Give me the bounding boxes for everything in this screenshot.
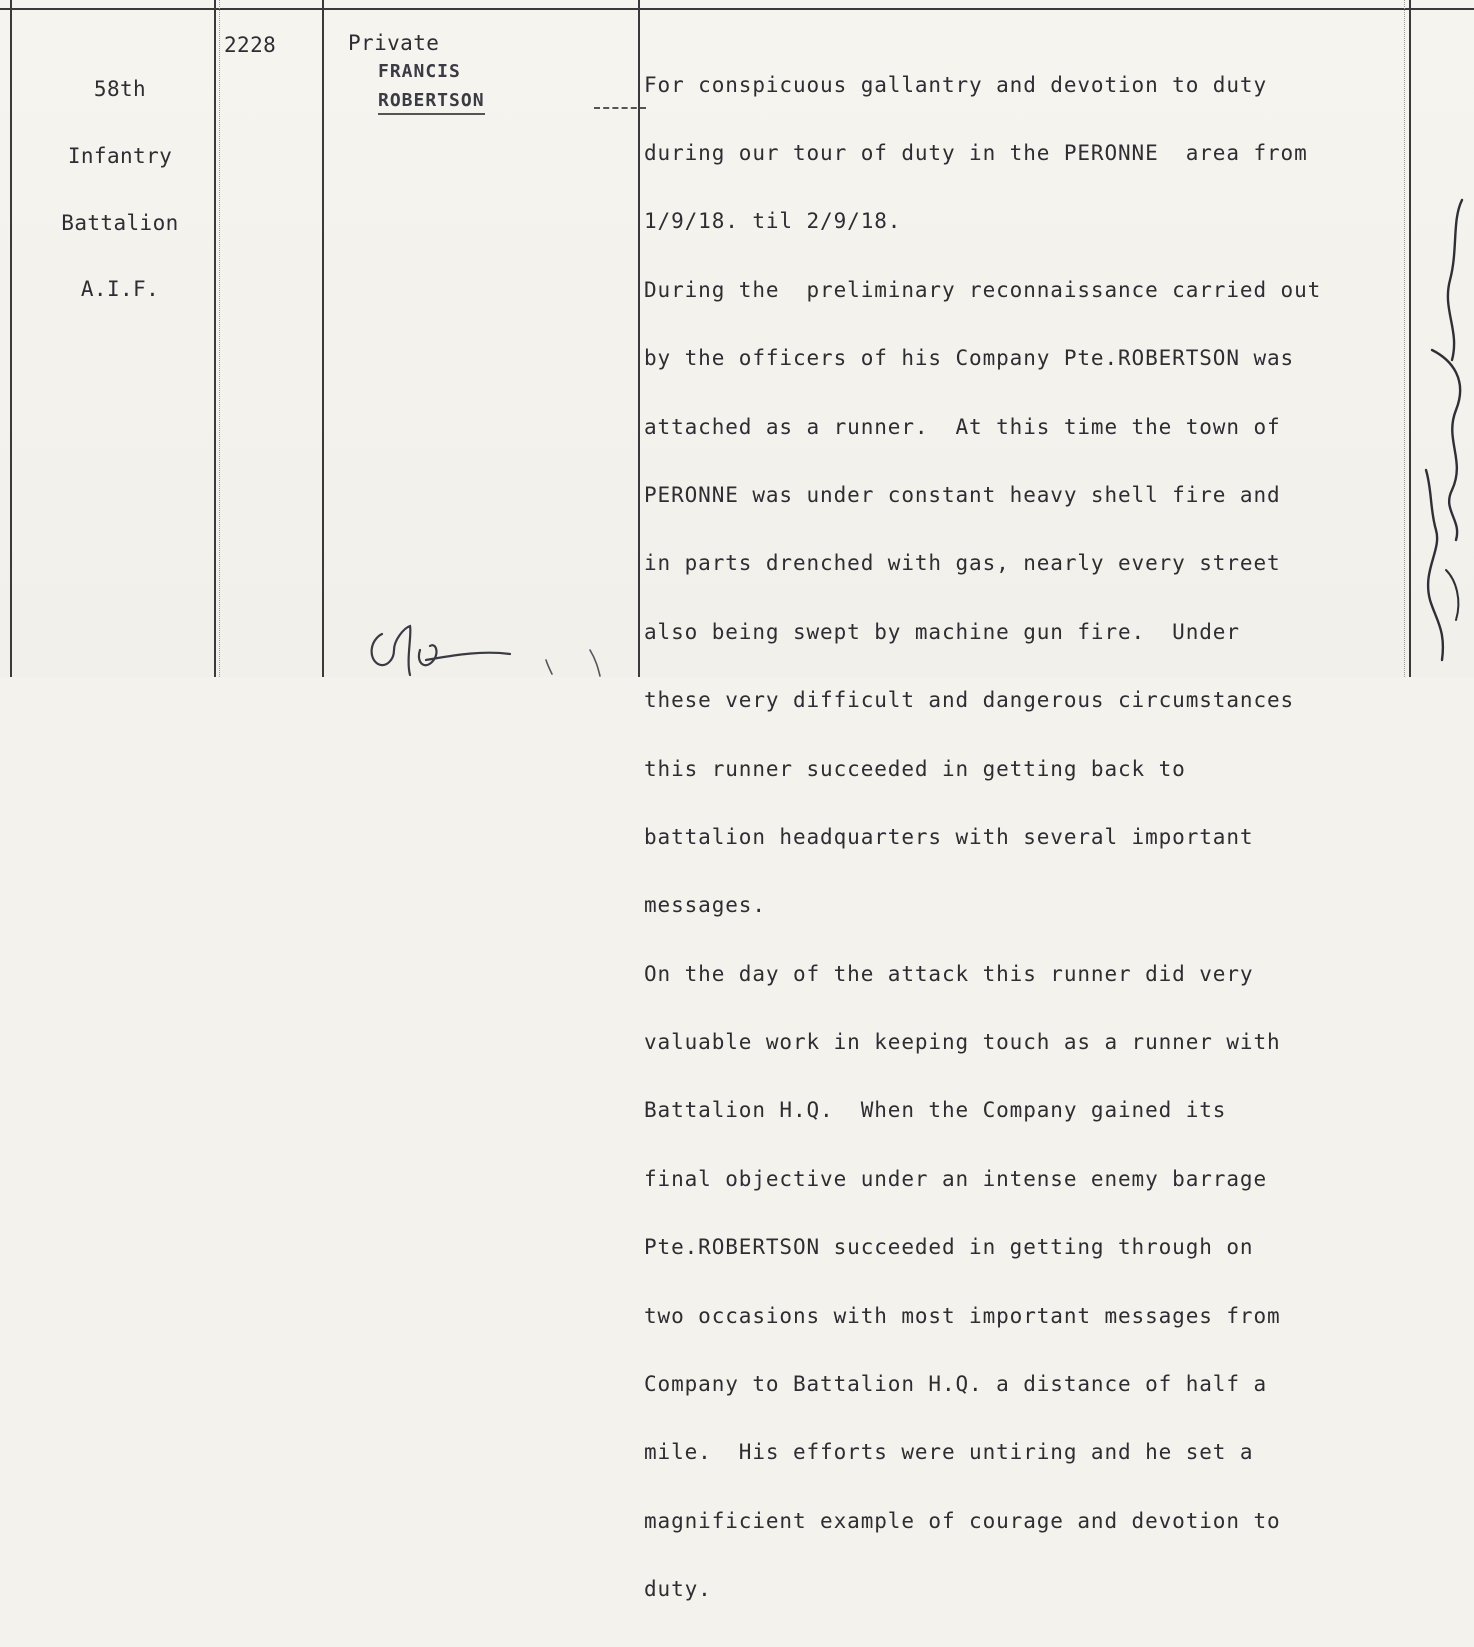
left-margin-rule: [10, 0, 12, 677]
unit-line: 58th: [93, 77, 147, 102]
last-name: ROBERTSON: [378, 90, 485, 115]
citation-narrative: [644, 28, 1321, 1647]
narrative-line: also being swept by machine gun fire. Under: [644, 619, 1240, 644]
narrative-line: During the preliminary reconnaissance carried out: [644, 277, 1322, 302]
narrative-line: during our tour of duty in the PERONNE area from: [644, 140, 1308, 165]
narrative-line: these very difficult and dangerous circumstances: [644, 688, 1295, 713]
narrative-line: in parts drenched with gas, nearly every street: [644, 551, 1281, 576]
connector-dash: [594, 107, 646, 109]
regimental-number: 2228: [224, 33, 277, 57]
narrative-line: Battalion H.Q. When the Company gained its: [644, 1098, 1227, 1123]
narrative-line: mile. His efforts were untiring and he set a: [644, 1440, 1254, 1465]
column-rule-narrative: [1409, 0, 1411, 677]
column-rule-narrative-dotted: [1404, 0, 1405, 677]
unit-line: Battalion: [61, 210, 179, 235]
top-rule: [0, 8, 1474, 10]
unit-line: A.I.F.: [80, 277, 160, 302]
narrative-line: PERONNE was under constant heavy shell fire and: [644, 482, 1281, 507]
unit-line: Infantry: [67, 144, 173, 169]
handwritten-signature: [1412, 190, 1474, 677]
narrative-line: For conspicuous gallantry and devotion to duty: [644, 72, 1267, 97]
narrative-line: magnificient example of courage and devotion to: [644, 1508, 1281, 1533]
column-rule-unit-dotted: [219, 0, 220, 677]
narrative-line: duty.: [644, 1577, 712, 1602]
narrative-line: battalion headquarters with several important: [644, 824, 1254, 849]
narrative-line: by the officers of his Company Pte.ROBERTSON was: [644, 346, 1295, 371]
narrative-line: Company to Battalion H.Q. a distance of half a: [644, 1372, 1267, 1397]
narrative-line: final objective under an intense enemy barrage: [644, 1166, 1267, 1191]
narrative-line: messages.: [644, 893, 766, 918]
narrative-line: attached as a runner. At this time the town of: [644, 414, 1281, 439]
unit-cell: [40, 34, 200, 345]
rank: Private: [348, 31, 440, 55]
first-name: FRANCIS: [378, 61, 461, 82]
narrative-line: On the day of the attack this runner did very: [644, 961, 1254, 986]
narrative-line: two occasions with most important messages from: [644, 1303, 1281, 1328]
narrative-line: 1/9/18. til 2/9/18.: [644, 209, 902, 234]
column-rule-name: [638, 0, 640, 677]
handwritten-initials: [360, 620, 610, 677]
column-rule-unit: [214, 0, 216, 677]
narrative-line: Pte.ROBERTSON succeeded in getting through on: [644, 1235, 1254, 1260]
narrative-line: this runner succeeded in getting back to: [644, 756, 1186, 781]
column-rule-number: [322, 0, 324, 677]
narrative-line: valuable work in keeping touch as a runner with: [644, 1030, 1281, 1055]
